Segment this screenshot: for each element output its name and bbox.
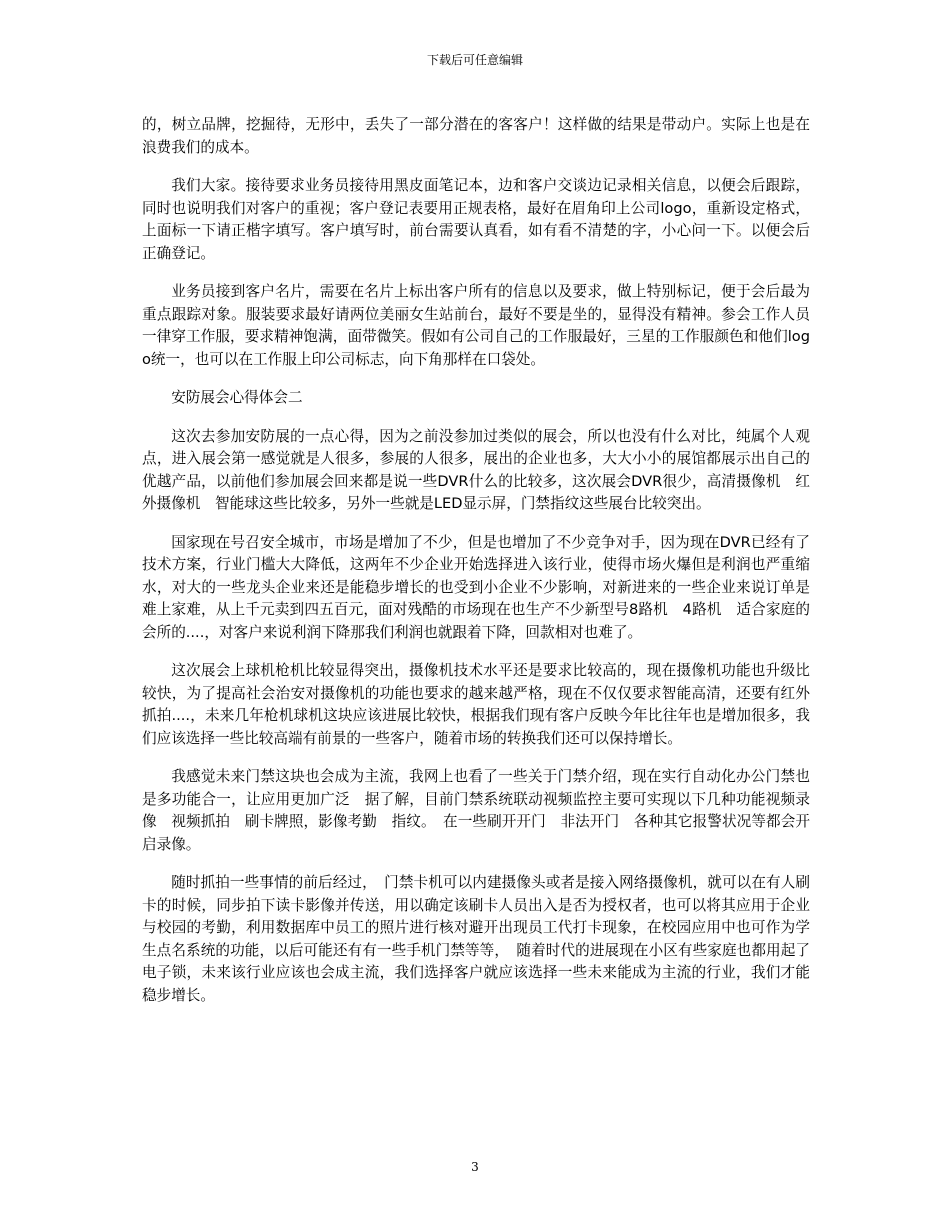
page-number: 3 xyxy=(471,1160,479,1174)
paragraph: 我们大家。接待要求业务员接待用黑皮面笔记本，边和客户交谈边记录相关信息，以便会后跟踪，同时也说明我们对客户的重视；客户登记表要用正规表格，最好在眉角印上公司logo，重新设定格式，上面标一下请正楷字填写。客户填写时，前台需要认真看，如有看不清楚的字，小心问一下。以便会后正确登记。 xyxy=(142,177,810,262)
page-header: 下载后可任意编辑 xyxy=(426,53,523,67)
paragraph: 业务员接到客户名片，需要在名片上标出客户所有的信息以及要求，做上特别标记，便于会后最为重点跟踪对象。服装要求最好请两位美丽女生站前台，最好不要是坐的，显得没有精神。参会工作人员一律穿工作服，要求精神饱满，面带微笑。假如有公司自己的工作服最好，三星的工作服颜色和他们logo统一，也可以在工作服上印公司标志，向下角那样在口袋处。 xyxy=(142,283,810,368)
paragraph-continuation: 的，树立品牌，挖掘待，无形中，丢失了一部分潜在的客客户！这样做的结果是带动户。实际上也是在浪费我们的成本。 xyxy=(142,116,810,156)
paragraph: 随时抓拍一些事情的前后经过， 门禁卡机可以内建摄像头或者是接入网络摄像机，就可以在有人刷卡的时候，同步拍下读卡影像并传送，用以确定该刷卡人员出入是否为授权者，也可以将其应用于企业与校园的考勤，利用数据库中员工的照片进行核对避开出现员工代打卡现象，在校园应用中也可作为学生点名系统的功能，以后可能还有有一些手机门禁等等， 随着时代的进展现在小区有些家庭也都用起了电子锁，未来该行业应该也会成主流，我们选择客户就应该选择一些未来能成为主流的行业，我们才能稳步增长。 xyxy=(142,874,810,1004)
paragraph: 这次展会上球机枪机比较显得突出，摄像机技术水平还是要求比较高的，现在摄像机功能也升级比较快，为了提高社会治安对摄像机的功能也要求的越来越严格，现在不仅仅要求智能高清，还要有红外 抓拍....，未来几年枪机球机这块应该进展比较快，根据我们现有客户反映今年比往年也是增加很多，我们应该选择一些比较高端有前景的一些客户，随着市场的转换我们还可以保持增长。 xyxy=(142,662,825,747)
paragraph: 我感觉未来门禁这块也会成为主流，我网上也看了一些关于门禁介绍，现在实行自动化办公门禁也是多功能合一，让应用更加广泛 据了解，目前门禁系统联动视频监控主要可实现以下几种功能视频录像 视频抓拍 刷卡牌照，影像考勤 指纹。 在一些刷开开门 非法开门 各种其它报警状况等都会开启录像。 xyxy=(142,768,810,853)
document-body xyxy=(142,114,825,1023)
section-heading: 安防展会心得体会二 xyxy=(171,389,303,406)
paragraph: 国家现在号召安全城市，市场是增加了不少，但是也增加了不少竞争对手，因为现在DVR已经有了技术方案，行业门槛大大降低，这两年不少企业开始选择进入该行业，使得市场火爆但是利润也严重缩水，对大的一些龙头企业来还是能稳步增长的也受到小企业不少影响，对新进来的一些企业来说订单是难上家难，从上千元卖到四五百元，面对残酷的市场现在也生产不少新型号8路机 4路机 适合家庭的会所的....，对客户来说利润下降那我们利润也就跟着下降，回款相对也难了。 xyxy=(142,533,810,641)
paragraph: 这次去参加安防展的一点心得，因为之前没参加过类似的展会，所以也没有什么对比，纯属个人观点，进入展会第一感觉就是人很多，参展的人很多，展出的企业也多，大大小小的展馆都展示出自己的优越产品，以前他们参加展会回来都是说一些DVR什么的比较多，这次展会DVR很少，高清摄像机 红外摄像机 智能球这些比较多，另外一些就是LED显示屏，门禁指纹这些展台比较突出。 xyxy=(142,427,810,512)
